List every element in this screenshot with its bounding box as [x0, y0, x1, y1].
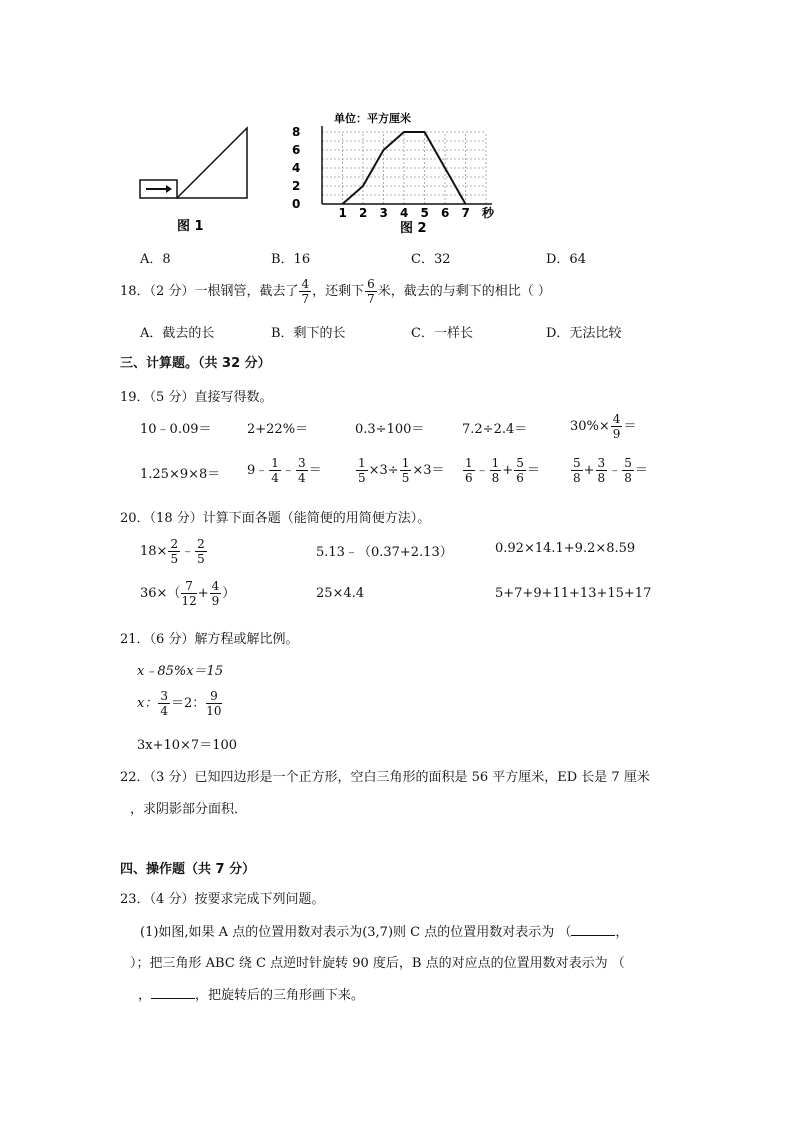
calc-20-6: 5+7+9+11+13+15+17: [495, 586, 652, 601]
question-22-line-1: 22．（3 分）已知四边形是一个正方形，空白三角形的面积是 56 平方厘米，ED 长是 7 厘米: [120, 770, 650, 785]
x-tick-label: 3: [379, 206, 388, 220]
calc-20-3: 0.92×14.1+9.2×8.59: [495, 541, 636, 556]
x-unit-label: 秒: [482, 206, 495, 220]
calc-19-7: 9﹣ $\frac{1}{4}$ ﹣ $\frac{3}{4}$ ＝: [247, 456, 322, 485]
question-23-line-2: ）；把三角形 ABC 绕 C 点逆时针旋转 90 度后，B 点的对应点的位置用数对表示为 （: [130, 956, 625, 971]
equation-21-3: 3x+10×7＝100: [137, 738, 238, 753]
calc-20-4: 36×（ $\frac{7}{12}$ + $\frac{4}{9}$ ）: [140, 579, 236, 608]
chart-unit-label: 单位：平方厘米: [334, 112, 411, 125]
calc-19-2: 2+22%＝: [247, 422, 309, 437]
q17-option-c: C．32: [411, 252, 451, 267]
q17-option-a: A．8: [140, 252, 171, 267]
fraction: $\frac{6}{7}$: [367, 277, 375, 306]
q18-option-a: A．截去的长: [140, 326, 215, 341]
y-tick-label: 8: [292, 125, 301, 139]
arrow-head-icon: [166, 185, 172, 193]
question-20: 20．（18 分）计算下面各题（能简便的用简便方法）。: [120, 511, 431, 526]
y-tick-label: 2: [292, 179, 301, 193]
calc-20-2: 5.13﹣（0.37+2.13）: [316, 545, 453, 560]
calc-19-8: $\frac{1}{5}$ ×3÷ $\frac{1}{5}$ ×3＝: [358, 456, 445, 485]
y-tick-label: 4: [292, 161, 301, 175]
calc-19-3: 0.3÷100＝: [355, 422, 425, 437]
calc-19-10: $\frac{5}{8}$ + $\frac{3}{8}$ ﹣ $\frac{5}{8}$ ＝: [573, 456, 648, 485]
equation-21-1: x﹣85%x＝15: [137, 664, 224, 679]
question-22-line-2: ，求阴影部分面积．: [130, 802, 248, 817]
calc-19-9: $\frac{1}{6}$ ﹣ $\frac{1}{8}$ + $\frac{5}{6}$ ＝: [465, 456, 540, 485]
question-23-line-1: (1)如图,如果 A 点的位置用数对表示为(3,7)则 C 点的位置用数对表示为 （ ，: [140, 925, 629, 940]
x-tick-label: 5: [420, 206, 429, 220]
y-tick-label: 0: [292, 197, 301, 211]
x-tick-label: 6: [441, 206, 450, 220]
question-19: 19．（5 分）直接写得数。: [120, 390, 273, 405]
x-tick-label: 7: [461, 206, 470, 220]
calc-19-1: 10﹣0.09＝: [140, 422, 212, 437]
figure-2-chart: [282, 100, 497, 238]
section-3-heading: 三、计算题。（共 32 分）: [120, 356, 271, 371]
x-tick-label: 1: [338, 206, 347, 220]
calc-19-6: 1.25×9×8＝: [140, 467, 221, 482]
y-tick-label: 6: [292, 143, 301, 157]
answer-blank[interactable]: [571, 925, 615, 936]
question-23-line-3: ， ，把旋转后的三角形画下来。: [138, 988, 365, 1003]
question-23: 23．（4 分）按要求完成下列问题。: [120, 892, 325, 907]
figure-1-caption: 图 1: [177, 219, 204, 234]
calc-19-4: 7.2÷2.4＝: [462, 422, 528, 437]
calc-20-1: 18× $\frac{2}{5}$ ﹣ $\frac{2}{5}$: [140, 537, 205, 566]
q18-option-b: B．剩下的长: [271, 326, 346, 341]
q17-option-d: D．64: [546, 252, 586, 267]
question-21: 21．（6 分）解方程或解比例。: [120, 632, 299, 647]
figure-1: [130, 118, 260, 236]
right-triangle: [177, 128, 247, 198]
q18-option-c: C．一样长: [411, 326, 473, 341]
fraction: $\frac{4}{7}$: [301, 277, 310, 306]
x-tick-label: 2: [359, 206, 368, 220]
answer-blank[interactable]: [151, 988, 195, 999]
calc-20-5: 25×4.4: [316, 586, 365, 601]
x-tick-label: 4: [400, 206, 409, 220]
q18-option-d: D．无法比较: [546, 326, 622, 341]
calc-19-5: 30%× $\frac{4}{9}$ ＝: [570, 412, 637, 441]
q17-option-b: B．16: [271, 252, 311, 267]
chart-caption: 图 2: [400, 221, 427, 236]
equation-21-2: x： $\frac{3}{4}$ ＝2： $\frac{9}{10}$: [137, 689, 222, 718]
section-4-heading: 四、操作题（共 7 分）: [120, 862, 256, 877]
question-18: 18．（2 分）一根钢管，截去了 $\frac{4}{7}$ ，还剩下 $\frac{6}{7}$ 米，截去的与剩下的相比（ ）: [120, 277, 551, 306]
